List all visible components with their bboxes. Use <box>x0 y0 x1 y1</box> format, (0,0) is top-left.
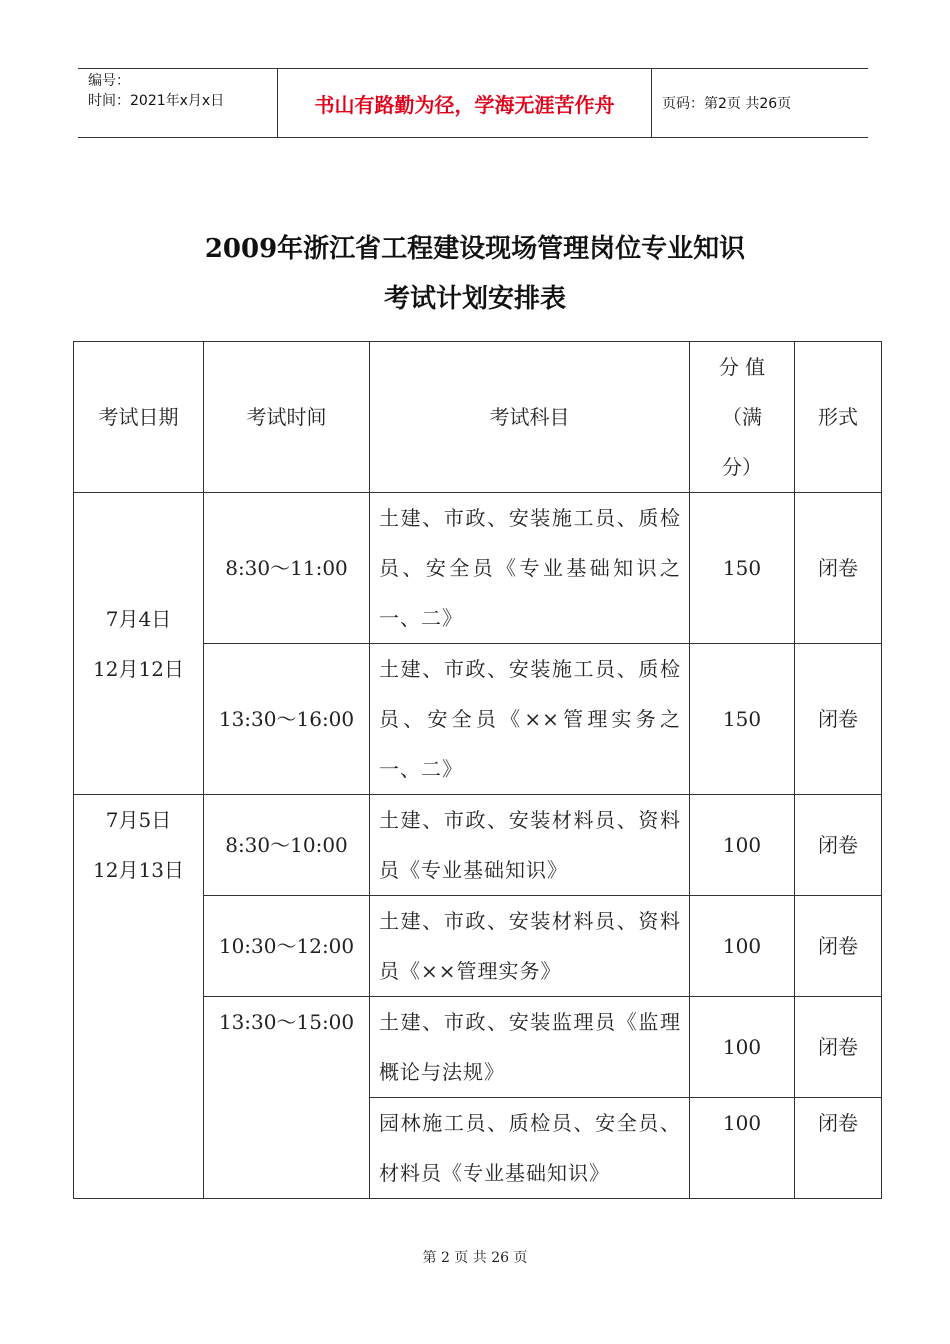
score-cell: 100 <box>690 997 795 1098</box>
header-format: 形式 <box>795 342 882 493</box>
date-line1: 7月5日 <box>105 808 172 832</box>
table-header-row <box>74 342 882 493</box>
time-cell: 8:30～10:00 <box>204 795 370 896</box>
subject-cell: 土建、市政、安装施工员、质检员、安全员《××管理实务之一、二》 <box>370 644 690 795</box>
header-date: 考试日期 <box>74 342 204 493</box>
format-cell: 闭卷 <box>795 493 882 644</box>
subject-cell: 土建、市政、安装材料员、资料员《××管理实务》 <box>370 896 690 997</box>
header-meta <box>78 69 278 137</box>
score-cell: 150 <box>690 644 795 795</box>
header-time: 考试时间 <box>204 342 370 493</box>
score-cell: 100 <box>690 1098 795 1199</box>
table-row <box>74 493 882 644</box>
header-motto: 书山有路勤为径，学海无涯苦作舟 <box>278 69 652 137</box>
format-cell: 闭卷 <box>795 644 882 795</box>
time-cell: 13:30～16:00 <box>204 644 370 795</box>
page-footer: 第 2 页 共 26 页 <box>422 1250 528 1266</box>
format-cell: 闭卷 <box>795 795 882 896</box>
time-cell: 10:30～12:00 <box>204 896 370 997</box>
header-time: 时间：2021年x月x日 <box>88 93 225 109</box>
date-cell-group1 <box>74 493 204 795</box>
document-header <box>78 68 868 138</box>
header-score-line2: （满 <box>722 405 762 429</box>
time-cell: 13:30～15:00 <box>204 997 370 1199</box>
header-score-line1: 分 值 <box>718 355 766 379</box>
format-cell: 闭卷 <box>795 1098 882 1199</box>
score-cell: 100 <box>690 896 795 997</box>
header-score <box>690 342 795 493</box>
date-line1: 7月4日 <box>105 606 172 631</box>
subject-cell: 土建、市政、安装监理员《监理概论与法规》 <box>370 997 690 1098</box>
score-cell: 100 <box>690 795 795 896</box>
format-cell: 闭卷 <box>795 896 882 997</box>
header-number: 编号： <box>88 73 130 89</box>
page-subtitle: 考试计划安排表 <box>383 284 566 314</box>
page-title: 2009年浙江省工程建设现场管理岗位专业知识 <box>204 234 746 264</box>
date-line2: 12月12日 <box>93 656 184 681</box>
header-score-line3: 分） <box>722 455 762 479</box>
subject-cell: 土建、市政、安装材料员、资料员《专业基础知识》 <box>370 795 690 896</box>
date-cell-group2 <box>74 795 204 1199</box>
subject-cell: 园林施工员、质检员、安全员、材料员《专业基础知识》 <box>370 1098 690 1199</box>
table-row <box>74 795 882 896</box>
score-cell: 150 <box>690 493 795 644</box>
exam-schedule-table <box>73 341 882 1199</box>
header-page-info: 页码：第2页 共26页 <box>662 96 792 112</box>
subject-cell: 土建、市政、安装施工员、质检员、安全员《专业基础知识之一、二》 <box>370 493 690 644</box>
date-line2: 12月13日 <box>93 858 184 882</box>
time-cell: 8:30～11:00 <box>204 493 370 644</box>
header-subject: 考试科目 <box>370 342 690 493</box>
format-cell: 闭卷 <box>795 997 882 1098</box>
